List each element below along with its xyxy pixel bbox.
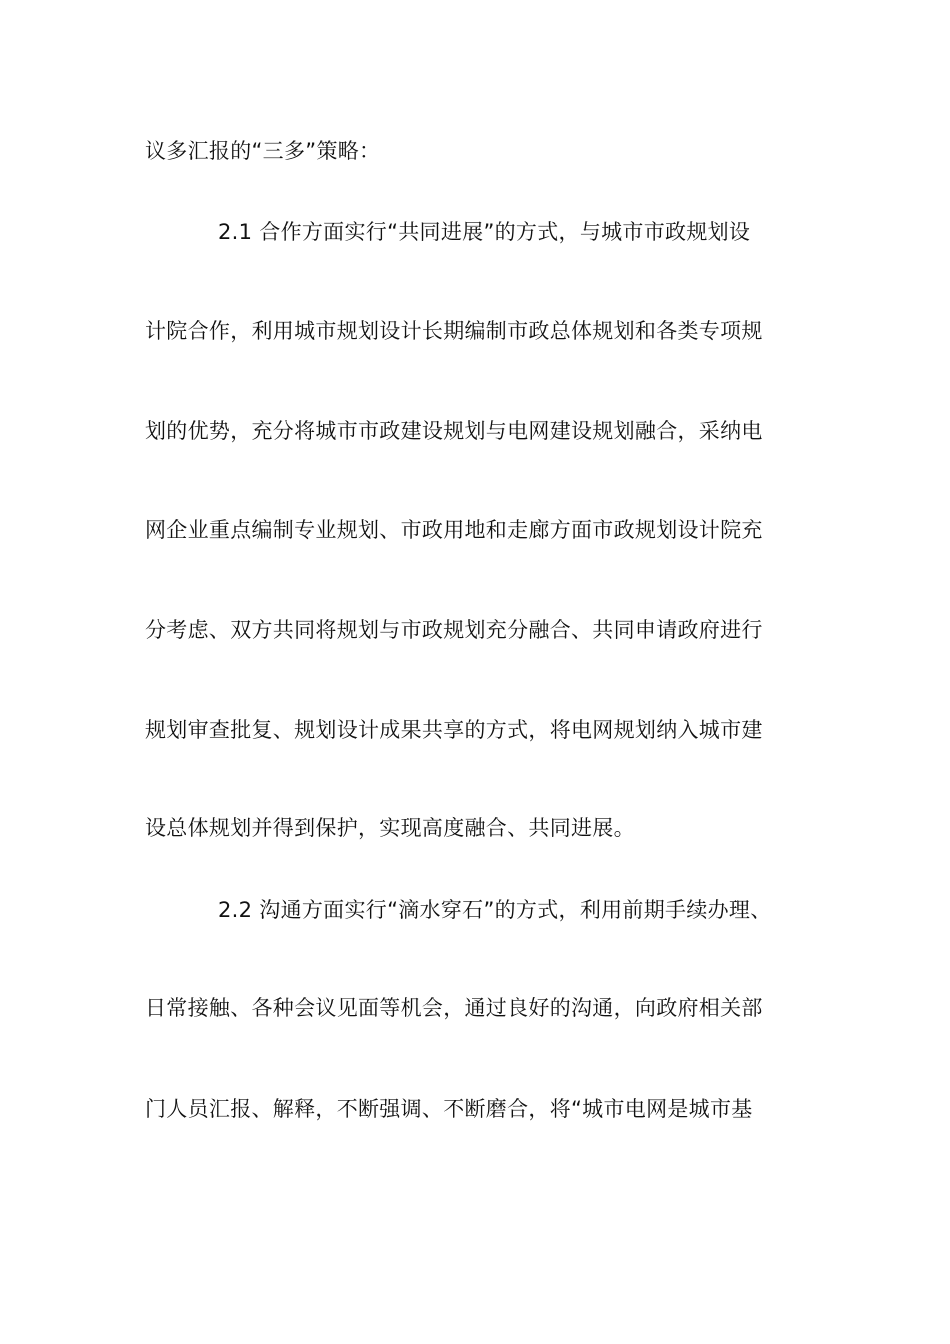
paragraph-2-1-line-7: 设总体规划并得到保护，实现高度融合、共同进展。: [145, 816, 635, 840]
paragraph-2-2-line-2: 日常接触、各种会议见面等机会，通过良好的沟通，向政府相关部: [145, 996, 763, 1020]
paragraph-2-2-line-1: 2.2 沟通方面实行“滴水穿石”的方式，利用前期手续办理、: [218, 898, 772, 922]
paragraph-2-1-line-1: 2.1 合作方面实行“共同进展”的方式，与城市市政规划设: [218, 220, 751, 244]
paragraph-2-1-line-5: 分考虑、双方共同将规划与市政规划充分融合、共同申请政府进行: [145, 618, 763, 642]
paragraph-2-2-line-3: 门人员汇报、解释，不断强调、不断磨合，将“城市电网是城市基: [145, 1097, 753, 1121]
paragraph-2-1-line-3: 划的优势，充分将城市市政建设规划与电网建设规划融合，采纳电: [145, 419, 763, 443]
paragraph-2-1-line-4: 网企业重点编制专业规划、市政用地和走廊方面市政规划设计院充: [145, 518, 763, 542]
text-line-1: 议多汇报的“三多”策略：: [145, 139, 381, 163]
paragraph-2-1-line-2: 计院合作，利用城市规划设计长期编制市政总体规划和各类专项规: [145, 319, 763, 343]
paragraph-2-1-line-6: 规划审查批复、规划设计成果共享的方式，将电网规划纳入城市建: [145, 718, 763, 742]
